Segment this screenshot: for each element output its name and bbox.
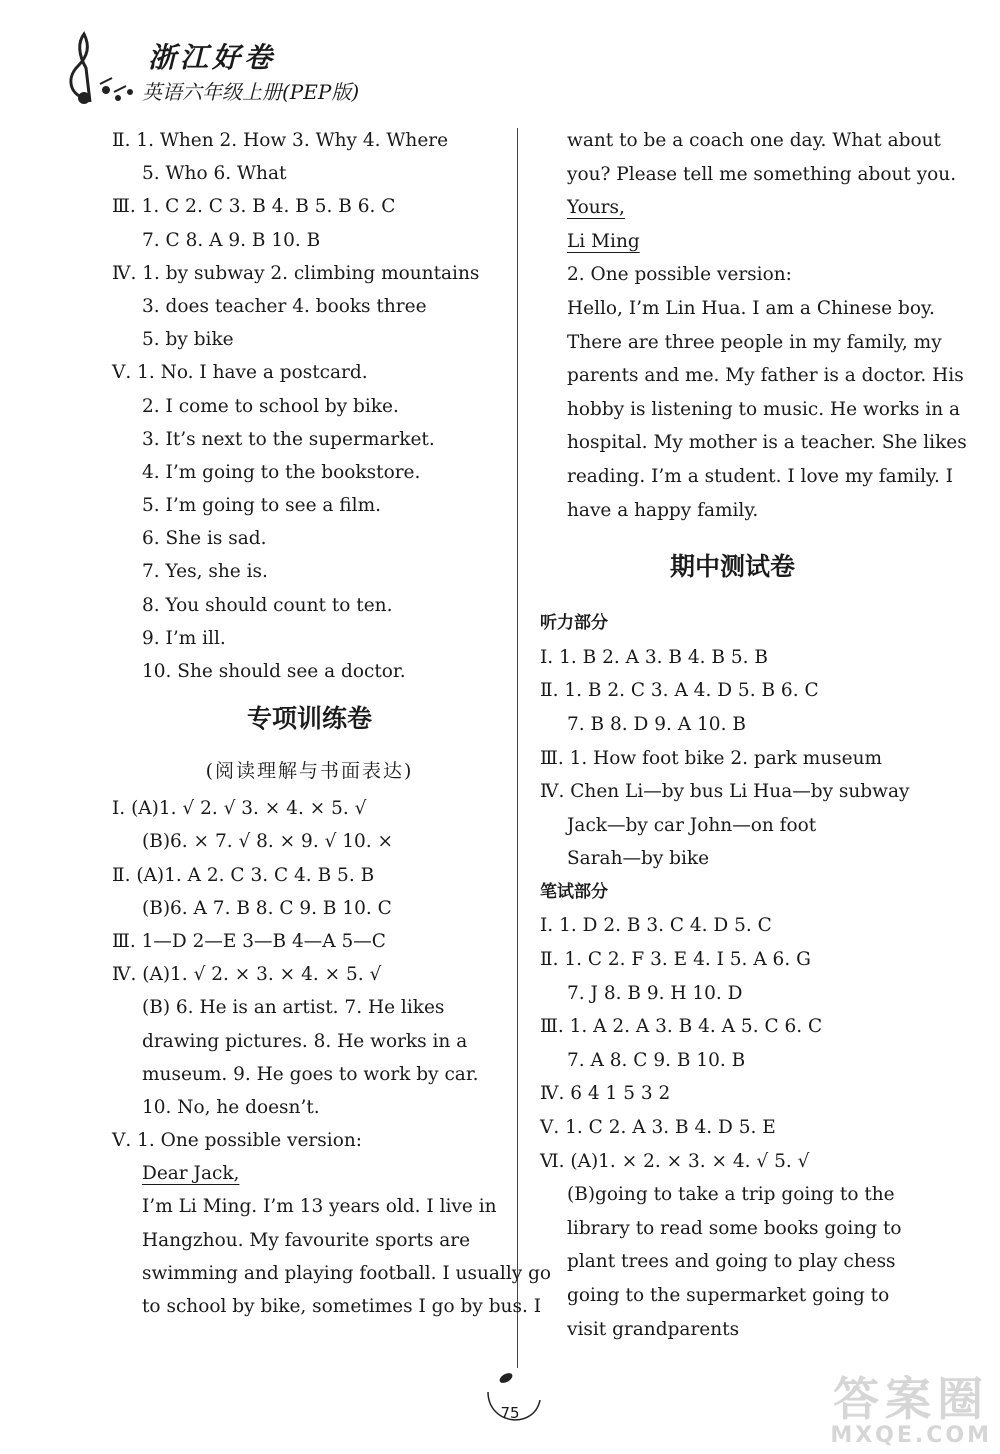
left-line: 7. Yes, she is. <box>142 561 268 583</box>
right-line: Ⅰ. 1. D 2. B 3. C 4. D 5. C <box>540 915 772 937</box>
left-line: 2. I come to school by bike. <box>142 395 399 417</box>
left-line: Ⅱ. 1. When 2. How 3. Why 4. Where <box>112 130 449 151</box>
left-line: museum. 9. He goes to work by car. <box>142 1063 479 1085</box>
music-note-icon <box>60 28 145 108</box>
right-line: Ⅲ. 1. A 2. A 3. B 4. A 5. C 6. C <box>540 1016 823 1038</box>
left-line: drawing pictures. 8. He works in a <box>142 1030 468 1052</box>
left-line: Ⅲ. 1—D 2—E 3—B 4—A 5—C <box>112 930 386 952</box>
left-line: (B)6. A 7. B 8. C 9. B 10. C <box>142 897 392 919</box>
right-line: Ⅴ. 1. C 2. A 3. B 4. D 5. E <box>540 1117 776 1139</box>
left-line: (B)6. × 7. √ 8. × 9. √ 10. × <box>142 831 394 853</box>
left-line: 5. Who 6. What <box>142 163 287 185</box>
right-line: going to the supermarket going to <box>567 1285 890 1306</box>
left-line: swimming and playing football. I usually go <box>142 1262 552 1284</box>
left-line: Ⅴ. 1. One possible version: <box>112 1130 362 1152</box>
left-line: 7. C 8. A 9. B 10. B <box>142 229 321 251</box>
left-line: Dear Jack, <box>142 1163 240 1185</box>
left-line: 10. No, he doesn’t. <box>142 1096 320 1118</box>
left-line: Ⅲ. 1. C 2. C 3. B 4. B 5. B 6. C <box>112 196 396 218</box>
left-line: Ⅰ. (A)1. √ 2. √ 3. × 4. × 5. √ <box>112 798 367 820</box>
watermark-url: MXQE.COM <box>830 1423 992 1448</box>
right-line: Li Ming <box>567 230 640 252</box>
watermark-logo: 答案圈 <box>833 1372 990 1426</box>
right-line: Jack—by car John—on foot <box>567 814 817 836</box>
series-title: 浙江好卷 <box>148 41 277 74</box>
left-line: 4. I’m going to the bookstore. <box>142 461 421 483</box>
right-line: 期中测试卷 <box>669 552 795 582</box>
left-line: 5. I’m going to see a film. <box>142 495 381 517</box>
right-line: 笔试部分 <box>540 881 608 902</box>
right-line: Ⅳ. 6 4 1 5 3 2 <box>540 1083 671 1105</box>
left-line: 8. You should count to ten. <box>142 594 393 616</box>
right-line: library to read some books going to <box>567 1217 902 1239</box>
right-line: 听力部分 <box>540 613 608 634</box>
left-line: 专项训练卷 <box>246 704 372 734</box>
right-line: plant trees and going to play chess <box>567 1251 896 1273</box>
left-line: to school by bike, sometimes I go by bus. I <box>142 1296 542 1317</box>
left-line: Ⅳ. (A)1. √ 2. × 3. × 4. × 5. √ <box>112 964 382 986</box>
left-line: Ⅳ. 1. by subway 2. climbing mountains <box>112 262 480 284</box>
right-line: want to be a coach one day. What about <box>567 130 941 151</box>
right-column <box>540 124 967 1346</box>
right-line: Ⅲ. 1. How foot bike 2. park museum <box>540 747 883 769</box>
right-line: you? Please tell me something about you. <box>567 163 957 185</box>
right-line: visit grandparents <box>567 1318 740 1340</box>
column-divider <box>517 128 518 1368</box>
left-line: 9. I’m ill. <box>142 627 226 649</box>
left-line: 5. by bike <box>142 329 234 351</box>
site-watermark <box>830 1374 992 1448</box>
right-line: There are three people in my family, my <box>567 331 942 353</box>
left-line: (阅读理解与书面表达) <box>205 760 414 783</box>
left-line: Hangzhou. My favourite sports are <box>142 1229 471 1251</box>
right-line: (B)going to take a trip going to the <box>567 1184 895 1206</box>
left-line: 3. does teacher 4. books three <box>142 295 427 317</box>
right-line: 7. B 8. D 9. A 10. B <box>567 713 746 735</box>
right-line: have a happy family. <box>567 499 759 521</box>
right-line: Yours, <box>567 197 625 219</box>
right-line: Ⅱ. 1. C 2. F 3. E 4. I 5. A 6. G <box>540 949 811 971</box>
right-line: hospital. My mother is a teacher. She likes <box>567 432 967 454</box>
right-line: 7. A 8. C 9. B 10. B <box>567 1049 746 1071</box>
right-line: parents and me. My father is a doctor. His <box>567 365 964 387</box>
left-line: (B) 6. He is an artist. 7. He likes <box>142 997 445 1019</box>
book-subtitle: 英语六年级上册(PEP版) <box>142 80 360 104</box>
left-line: Ⅴ. 1. No. I have a postcard. <box>112 362 368 384</box>
left-column <box>112 124 552 1323</box>
left-line: I’m Li Ming. I’m 13 years old. I live in <box>142 1196 497 1218</box>
right-line: 7. J 8. B 9. H 10. D <box>567 982 743 1004</box>
right-line: Ⅵ. (A)1. × 2. × 3. × 4. √ 5. √ <box>540 1150 810 1172</box>
right-line: Ⅳ. Chen Li—by bus Li Hua—by subway <box>540 781 910 803</box>
right-line: reading. I’m a student. I love my family. I <box>567 465 954 487</box>
right-line: Ⅰ. 1. B 2. A 3. B 4. B 5. B <box>540 646 768 668</box>
left-line: 10. She should see a doctor. <box>142 661 406 682</box>
page-header <box>60 28 480 108</box>
right-line: Hello, I’m Lin Hua. I am a Chinese boy. <box>567 297 935 319</box>
right-line: Ⅱ. 1. B 2. C 3. A 4. D 5. B 6. C <box>540 680 819 702</box>
right-line: 2. One possible version: <box>567 264 792 286</box>
left-line: Ⅱ. (A)1. A 2. C 3. C 4. B 5. B <box>112 864 375 886</box>
right-line: hobby is listening to music. He works in a <box>567 398 961 420</box>
page-number: 75 <box>500 1404 520 1422</box>
left-line: 6. She is sad. <box>142 528 267 550</box>
right-line: Sarah—by bike <box>567 848 710 870</box>
left-line: 3. It’s next to the supermarket. <box>142 428 435 450</box>
